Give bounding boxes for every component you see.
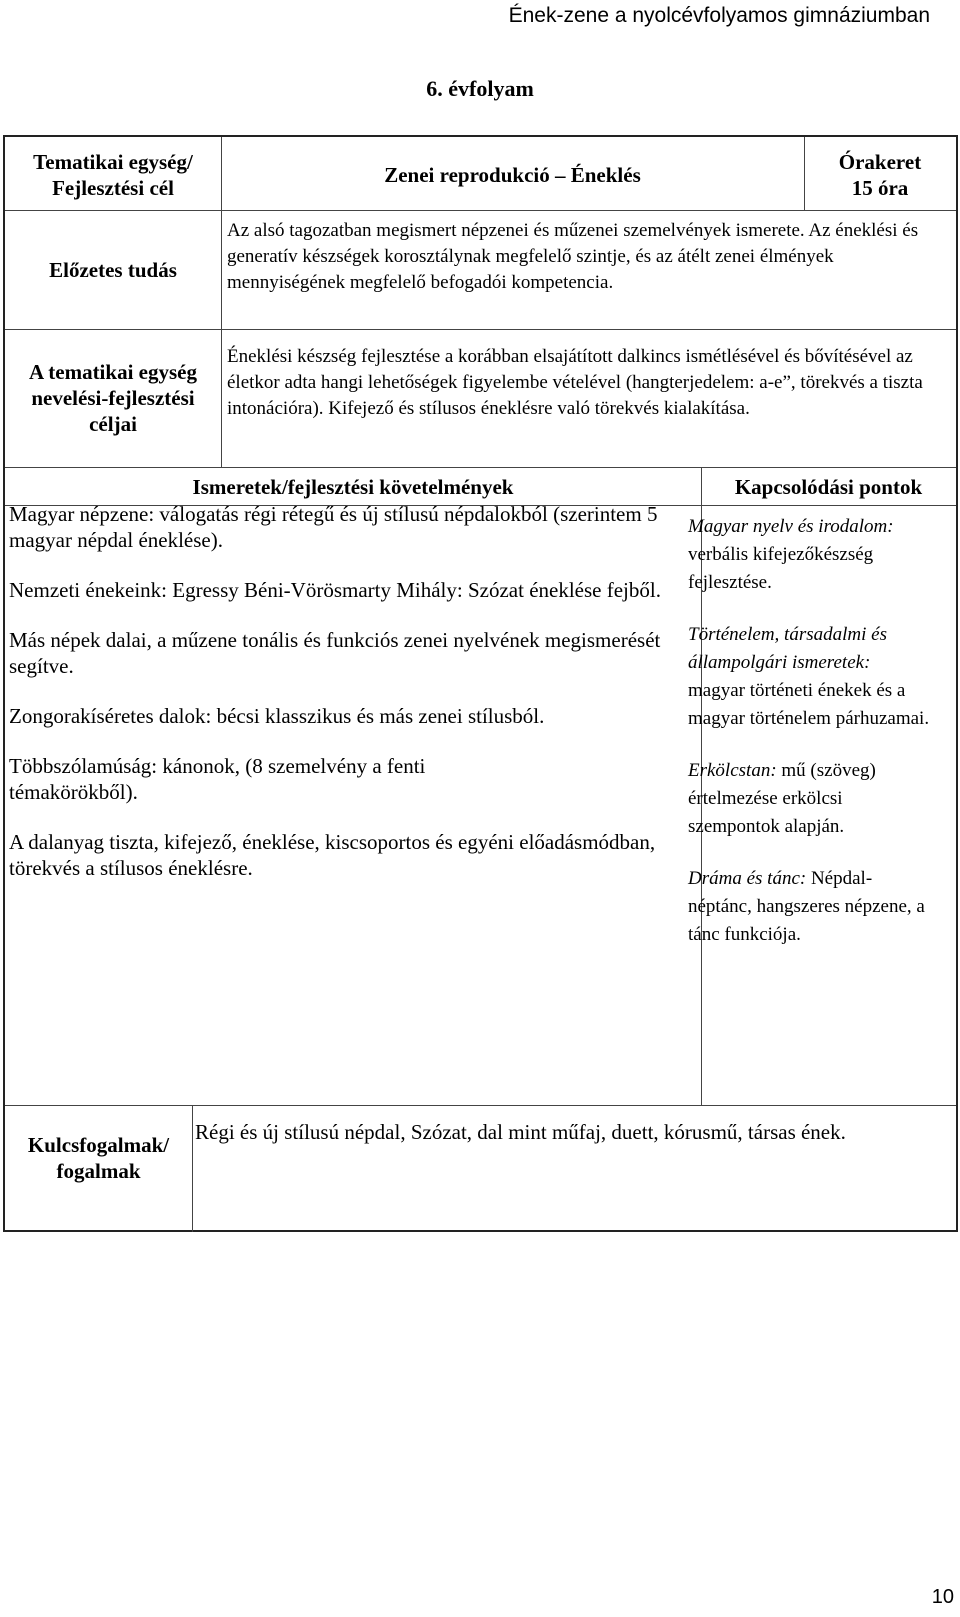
requirement-item: A dalanyag tiszta, kifejező, éneklése, kiscsoportos és egyéni előadásmódban, törekvés a stílusos éneklésre. — [9, 830, 656, 880]
requirement-item: Zongorakíséretes dalok: bécsi klasszikus és más zenei stílusból. — [9, 704, 545, 728]
topic-title: Zenei reprodukció – Éneklés — [384, 163, 641, 187]
link-item — [688, 865, 932, 949]
hours-value: 15 óra — [851, 176, 909, 200]
goals-text: Éneklési készség fejlesztése a korábban elsajátított dalkincs ismétlésével és bővítésével az életkor adta hangi lehetőségek figyelembe vételével (hangterjedelem: a-e”, törekvés a tiszta intonációra). Kifejező és stílusos éneklésre való törekvés kialakítása. — [227, 346, 923, 419]
goals-label-line-1: A tematikai egység — [29, 360, 197, 384]
prior-label: Előzetes tudás — [49, 258, 177, 282]
link-item — [688, 621, 932, 733]
grade-title: 6. évfolyam — [426, 76, 534, 101]
page-number: 10 — [931, 1586, 954, 1608]
hours-cell — [804, 149, 956, 201]
running-header: Ének-zene a nyolcévfolyamos gimnáziumban — [508, 4, 930, 27]
links-list — [688, 513, 932, 973]
requirements-list — [9, 501, 673, 905]
link-subject: Erkölcstan: — [688, 760, 777, 781]
link-text: verbális kifejezőkészség fejlesztése. — [688, 544, 874, 593]
requirement-item: Más népek dalai, a műzene tonális és funkciós zenei nyelvének megismerését segítve. — [9, 628, 661, 678]
link-item — [688, 757, 932, 841]
link-subject: Dráma és tánc: — [688, 868, 807, 889]
goals-label-line-2: nevelési-fejlesztési — [31, 386, 195, 410]
prior-text: Az alsó tagozatban megismert népzenei és műzenei szemelvények ismerete. Az éneklési és generatív készségek korosztálynak megfelelő szintje, és az átélt zenei élmények mennyiségének megfelelő befogadói kompetencia. — [227, 220, 919, 293]
key-label-line-1: Kulcsfogalmak/ — [27, 1133, 170, 1157]
requirement-item: Magyar népzene: válogatás régi rétegű és új stílusú népdalokból (szerintem 5 magyar népdal éneklése). — [9, 502, 658, 552]
link-subject: Magyar nyelv és irodalom: — [688, 516, 894, 537]
topic-label-line-2: Fejlesztési cél — [52, 176, 174, 200]
requirement-item: Többszólamúság: kánonok, (8 szemelvény a fenti témakörökből). — [9, 754, 426, 804]
topic-label — [5, 149, 221, 201]
link-subject: Történelem, társadalmi és állampolgári ismeretek: — [688, 624, 887, 673]
topic-label-line-1: Tematikai egység/ — [33, 150, 193, 174]
key-label-line-2: fogalmak — [56, 1159, 141, 1183]
curriculum-table — [3, 135, 958, 1232]
requirements-header: Ismeretek/fejlesztési követelmények — [192, 475, 514, 499]
requirement-item: Nemzeti énekeink: Egressy Béni-Vörösmarty Mihály: Szózat éneklése fejből. — [9, 578, 661, 602]
links-header: Kapcsolódási pontok — [734, 475, 923, 499]
key-concepts-text: Régi és új stílusú népdal, Szózat, dal mint műfaj, duett, kórusmű, társas ének. — [195, 1120, 846, 1144]
link-item — [688, 513, 932, 597]
link-text: magyar történeti énekek és a magyar történelem párhuzamai. — [688, 680, 930, 729]
hours-label: Órakeret — [838, 150, 922, 174]
goals-label — [5, 359, 221, 437]
key-concepts-label — [5, 1132, 192, 1184]
link-text: mű (szöveg) értelmezése erkölcsi szempontok alapján. — [688, 760, 876, 837]
link-text: Népdal-néptánc, hangszeres népzene, a tánc funkciója. — [688, 868, 925, 945]
goals-label-line-3: céljai — [89, 412, 137, 436]
